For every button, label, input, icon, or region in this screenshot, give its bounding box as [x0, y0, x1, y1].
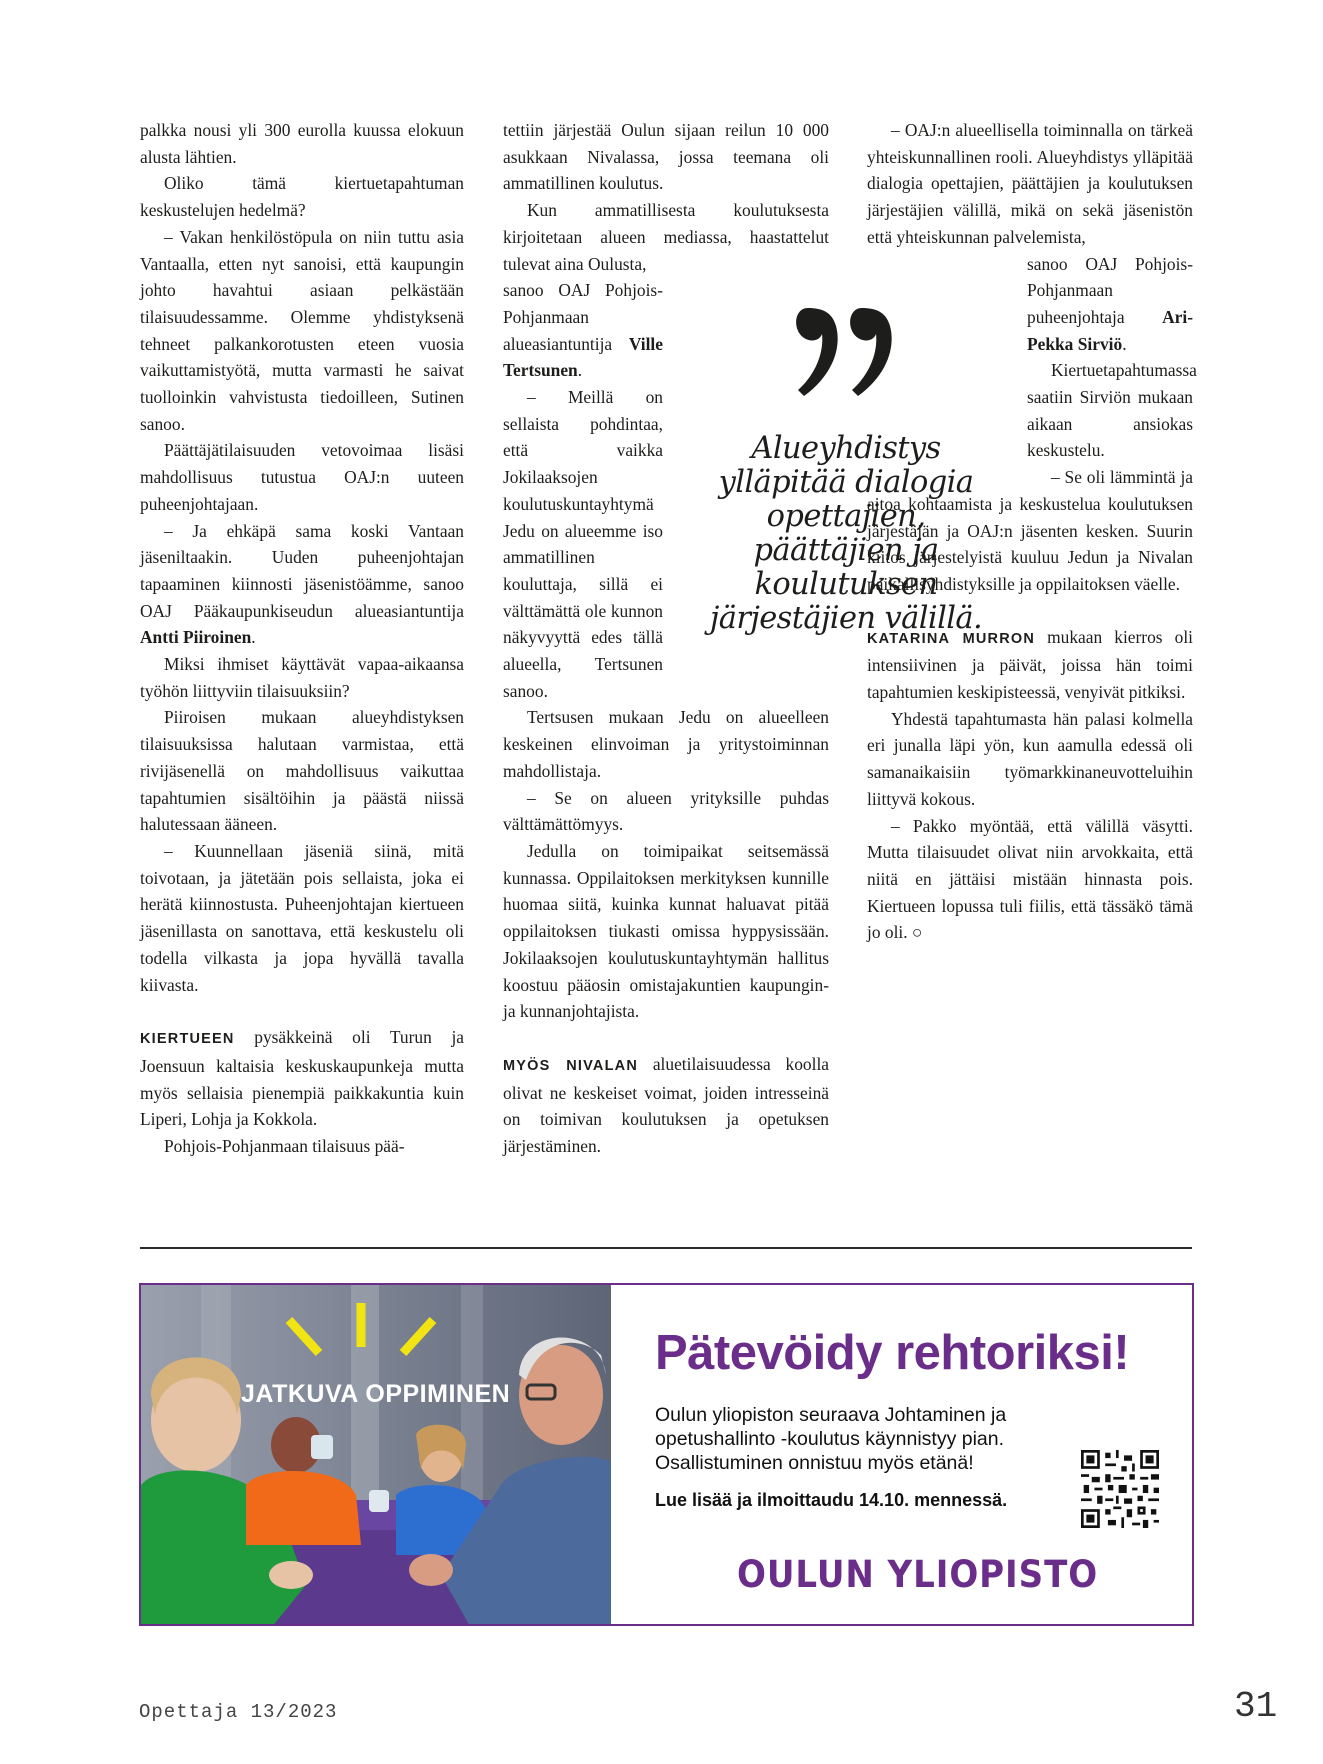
indented-block — [1027, 251, 1197, 465]
paragraph-text: – Ja ehkäpä sama koski Vantaan jäseniltaakin. Uuden puheenjohtajan tapaaminen kiinnosti jäsenistöämme, sanoo OAJ Pääkaupunkiseudun alueasiantuntija — [140, 520, 464, 621]
people-illustration — [141, 1285, 611, 1624]
paragraph: – Meillä on sellaista pohdintaa, että vaikka Jokilaaksojen koulutuskuntayhtymä Jedu on alueemme iso ammatillinen kouluttaja, sillä ei välttämättä ole kunnon näkyvyyttä edes tällä alueella, Tertsunen sanoo. — [503, 387, 663, 701]
article-column-2 — [503, 117, 829, 1160]
lead-in: MYÖS NIVALAN — [503, 1057, 638, 1074]
person-name: Ville Tertsunen — [503, 333, 663, 381]
person-name: Antti Piiroinen — [140, 627, 252, 648]
paragraph: – Pakko myöntää, että välillä väsytti. Mutta tilaisuudet olivat niin arvokkaita, että niitä en jättäisi mistään hinnasta pois. Kiertueen lopussa tuli fiilis, että tässäkö tämä jo oli. ○ — [867, 815, 1193, 943]
paragraph: Yhdestä tapahtumasta hän palasi kolmella eri junalla läpi yön, kun aamulla edessä oli samanaikaisiin työmarkkinaneuvotteluihin liittyvä kokous. — [867, 708, 1193, 809]
paragraph: Piiroisen mukaan alueyhdistyksen tilaisuuksissa halutaan varmistaa, että rivijäsenellä on mahdollisuus vaikuttaa tapahtumien sisältöihin ja päästä niissä halutessaan ääneen. — [140, 707, 464, 835]
paragraph: – Se on alueen yrityksille puhdas välttämättömyys. — [503, 787, 829, 835]
paragraph: – Ja ehkäpä sama koski Vantaan jäseniltaakin. Uuden puheenjohtajan tapaaminen kiinnosti jäsenistöämme, sanoo OAJ Pääkaupunkiseudun alueasiantuntija Antti Piiroinen. — [140, 520, 464, 648]
advertisement[interactable] — [139, 1283, 1194, 1626]
paragraph: – Kuunnellaan jäseniä siinä, mitä toivotaan, ja jätetään pois sellaista, joka ei herätä kiinnostusta. Puheenjohtajan kiertueen jäsenillasta on sanottava, että keskustelu oli todella vilkasta ja jopa hyvällä tavalla kiivasta. — [140, 840, 464, 995]
ad-image-headline: JATKUVA OPPIMINEN — [241, 1380, 511, 1408]
university-logo: OULUN YLIOPISTO — [737, 1553, 1099, 1596]
paragraph-text: pysäkkeinä oli Turun ja Joensuun kaltaisia keskuskaupunkeja mutta myös sellaisia pienempiä paikkakuntia kuin Liperi, Lohja ja Kokkola. — [140, 1027, 464, 1130]
paragraph: Miksi ihmiset käyttävät vapaa-aikaansa työhön liittyviin tilaisuuksiin? — [140, 654, 464, 701]
magazine-issue: Opettaja 13/2023 — [139, 1701, 338, 1723]
person-name: Ari-Pekka Sirviö — [1027, 306, 1193, 354]
ad-text-panel — [611, 1285, 1192, 1624]
quote-mark-icon — [790, 300, 900, 410]
paragraph: – Se oli lämmintä ja aitoa kohtaamista ja keskustelua koulutuksen järjestäjän ja OAJ:n jäsenten kesken. Suurin kiitos järjestelyistä kuuluu Jedun ja Nivalan paikallisyhdistyksille ja oppilaitoksen väelle. — [867, 467, 1193, 594]
paragraph — [140, 1024, 464, 1133]
ad-title: Pätevöidy rehtoriksi! — [655, 1326, 1130, 1380]
paragraph-text: sanoo OAJ Pohjois-Pohjanmaan alueasiantuntija — [503, 280, 663, 354]
page-number: 31 — [1234, 1686, 1278, 1727]
paragraph — [503, 1051, 829, 1160]
pull-quote: Alueyhdistys ylläpitää dialogia opettajien, päättäjien ja koulutuksen järjestäjien välillä. — [709, 431, 983, 636]
paragraph: – OAJ:n alueellisella toiminnalla on tärkeä yhteiskunnallinen rooli. Alueyhdistys ylläpitää dialogia opettajien, päättäjien ja koulutuksen järjestäjien välillä, mikä on sekä jäsenistön että yhteiskunnan palvelemista, — [867, 120, 1193, 247]
paragraph: palkka nousi yli 300 eurolla kuussa elokuun alusta lähtien. — [140, 120, 464, 167]
paragraph: – Vakan henkilöstöpula on niin tuttu asia Vantaalla, etten nyt sanoisi, että kaupungin johto havahtui asiaan pelkästään tilaisuudessamme. Olemme yhdistyksenä tehneet palkankorotusten eteen vuosia vaikuttamistyötä, mutta varmasti he saivat tuolloinkin vahvistusta tiedoilleen, Sutinen sanoo. — [140, 226, 464, 434]
paragraph: Oliko tämä kiertuetapahtuman keskustelujen hedelmä? — [140, 173, 464, 221]
paragraph: Tertsusen mukaan Jedu on alueelleen keskeinen elinvoiman ja yritystoiminnan mahdollistaja. — [503, 707, 829, 781]
ad-cta[interactable]: Lue lisää ja ilmoittaudu 14.10. mennessä. — [655, 1490, 1008, 1510]
paragraph: Kiertuetapahtumassa saatiin Sirviön mukaan aikaan ansiokas keskustelu. — [1027, 360, 1197, 461]
paragraph: sanoo OAJ Pohjois-Pohjanmaan puheenjohtaja Ari-Pekka Sirviö. — [1027, 253, 1193, 354]
paragraph-text: sanoo OAJ Pohjois-Pohjanmaan puheenjohtaja — [1027, 253, 1193, 327]
paragraph: Jedulla on toimipaikat seitsemässä kunnassa. Oppilaitoksen merkityksen kunnille huomaa siitä, kuinka kunnat haluavat pitää oppilaitoksen tiukasti omissa hyppysissään. Jokilaaksojen koulutuskuntayhtymän hallitus koostuu pääosin omistajakuntien kaupungin- ja kunnanjohtajista. — [503, 840, 829, 1022]
paragraph-text: mukaan kierros oli intensiivinen ja päivät, joissa hän toimi tapahtumien keskipisteessä, venyivät pitkiksi. — [867, 626, 1194, 703]
paragraph: tettiin järjestää Oulun sijaan reilun 10 000 asukkaan Nivalassa, jossa teemana oli ammatillinen koulutus. — [503, 120, 829, 194]
lead-in: KIERTUEEN — [140, 1031, 235, 1048]
paragraph: Pohjois-Pohjanmaan tilaisuus pää- — [164, 1136, 405, 1157]
narrow-block — [503, 277, 663, 704]
paragraph-text: aluetilaisuudessa koolla olivat ne keskeiset voimat, joiden intresseinä on toimivan koulutuksen ja opetuksen järjestäminen. — [503, 1053, 829, 1157]
ad-photo — [141, 1285, 611, 1624]
qr-code-icon[interactable] — [1081, 1450, 1159, 1528]
ad-body: Oulun yliopiston seuraava Johtaminen ja opetushallinto -koulutus käynnistyy pian. Osallistuminen onnistuu myös etänä! — [655, 1404, 1007, 1474]
paragraph: Kun ammatillisesta koulutuksesta kirjoitetaan alueen mediassa, haastattelut tulevat aina Oulusta, — [503, 200, 829, 274]
divider — [140, 1247, 1192, 1249]
lead-in: KATARINA MURRON — [867, 630, 1036, 647]
paragraph: sanoo OAJ Pohjois-Pohjanmaan alueasiantuntija Ville Tertsunen. — [503, 280, 663, 381]
article-column-1 — [140, 117, 464, 1160]
paragraph: Päättäjätilaisuuden vetovoimaa lisäsi mahdollisuus tutustua OAJ:n uuteen puheenjohtajaan. — [140, 440, 464, 514]
